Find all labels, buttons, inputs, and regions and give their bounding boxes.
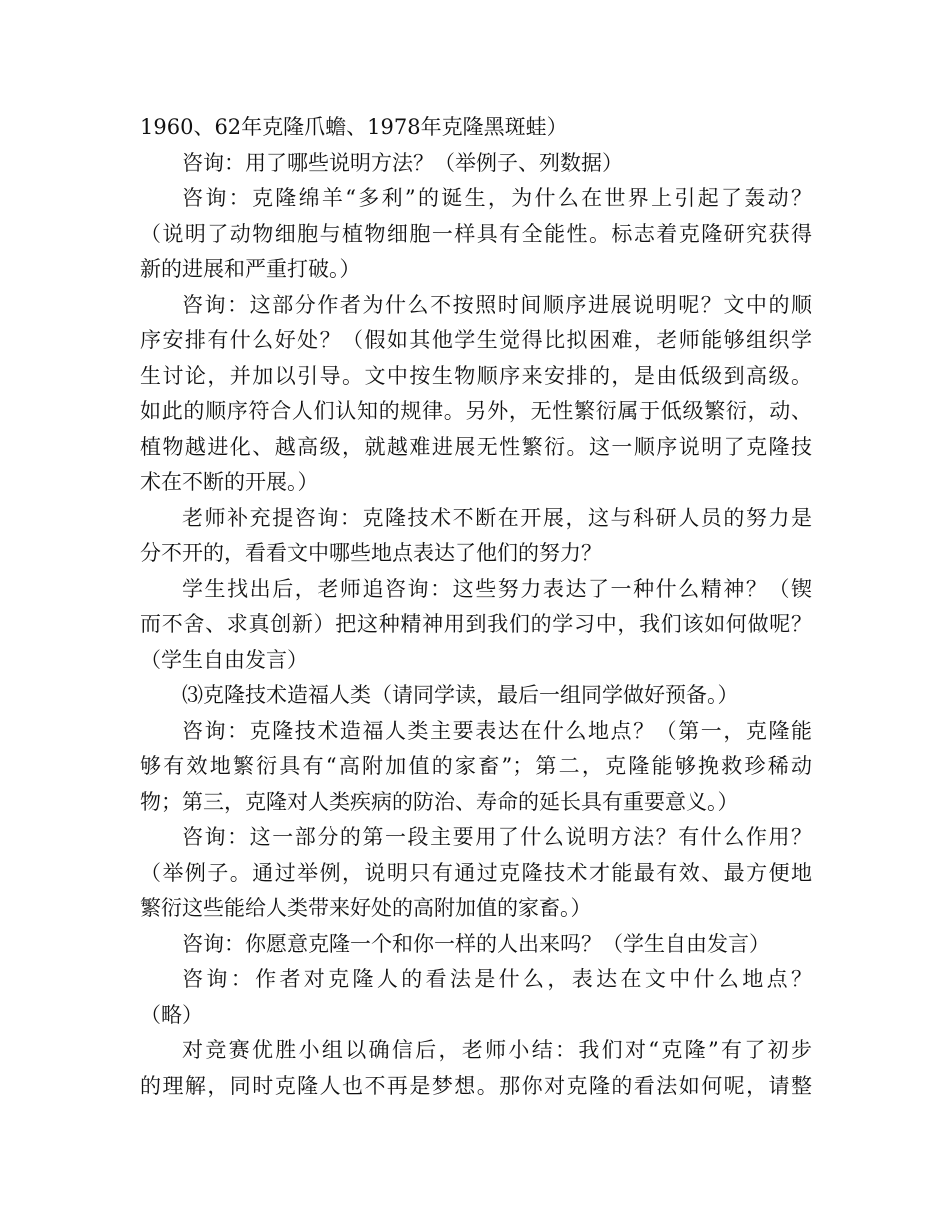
text-line: 繁衍这些能给人类带来好处的高附加值的家畜。） [140, 896, 592, 920]
text-line: 咨询：作者对克隆人的看法是什么，表达在文中什么地点？ [182, 967, 812, 991]
text-line: 对竞赛优胜小组以确信后，老师小结：我们对“克隆”有了初步 [182, 1038, 812, 1062]
text-line: 1960、62年克隆爪蟾、1978年克隆黑斑蛙） [140, 115, 568, 139]
text-line: 如此的顺序符合人们认知的规律。另外，无性繁衍属于低级繁衍，动、 [140, 399, 812, 423]
text-line: 咨询：你愿意克隆一个和你一样的人出来吗？（学生自由发言） [182, 931, 770, 956]
text-line: 新的进展和严重打破。） [140, 257, 361, 281]
text-line: 序安排有什么好处？（假如其他学生觉得比拟困难，老师能够组织学 [140, 328, 812, 352]
text-line: 植物越进化、越高级，就越难进展无性繁衍。这一顺序说明了克隆技 [140, 434, 812, 459]
text-line: 而不舍、求真创新）把这种精神用到我们的学习中，我们该如何做呢？ [140, 612, 812, 636]
text-line: 老师补充提咨询：克隆技术不断在开展，这与科研人员的努力是 [182, 505, 812, 530]
text-line: 学生找出后，老师追咨询：这些努力表达了一种什么精神？（锲 [182, 576, 812, 601]
text-line: 分不开的，看看文中哪些地点表达了他们的努力？ [140, 541, 602, 565]
text-line: （说明了动物细胞与植物细胞一样具有全能性。标志着克隆研究获得 [140, 221, 812, 246]
text-line: 术在不断的开展。） [140, 470, 319, 494]
text-line: 咨询：这一部分的第一段主要用了什么说明方法？有什么作用？ [182, 825, 812, 849]
text-line: 够有效地繁衍具有“高附加值的家畜”；第二，克隆能够挽救珍稀动 [140, 754, 812, 778]
text-line: 咨询：这部分作者为什么不按照时间顺序进展说明呢？文中的顺 [182, 292, 812, 317]
text-line: 咨询：克隆绵羊“多利”的诞生，为什么在世界上引起了轰动？ [182, 186, 812, 210]
text-line: （举例子。通过举例，说明只有通过克隆技术才能最有效、最方便地 [140, 860, 812, 885]
text-line: 生讨论，并加以引导。文中按生物顺序来安排的，是由低级到高级。 [140, 363, 812, 388]
text-line: （略） [140, 1002, 203, 1027]
text-line: 咨询：克隆技术造福人类主要表达在什么地点？（第一，克隆能 [182, 718, 812, 743]
body-text [140, 110, 812, 1104]
text-line: 物；第三，克隆对人类疾病的防治、寿命的延长具有重要意义。） [140, 789, 739, 814]
text-line: （学生自由发言） [140, 647, 308, 672]
text-line: 的理解，同时克隆人也不再是梦想。那你对克隆的看法如何呢，请整 [140, 1073, 812, 1098]
text-line: ⑶克隆技术造福人类（请同学读，最后一组同学做好预备。） [182, 683, 739, 707]
text-line: 咨询：用了哪些说明方法？（举例子、列数据） [182, 150, 623, 175]
